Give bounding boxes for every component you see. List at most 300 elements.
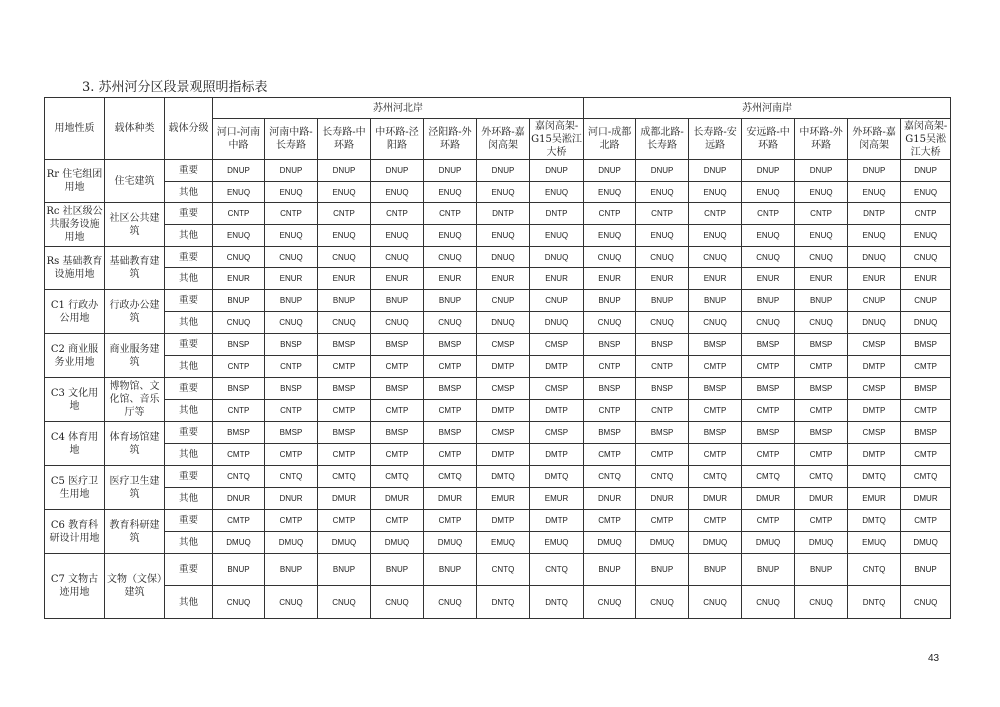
index-code-cell: CMTP (584, 444, 636, 466)
carrier-type-cell: 文物（文保）建筑 (105, 554, 165, 619)
index-code-cell: CNTP (636, 203, 689, 225)
index-code-cell: CMTP (795, 356, 848, 378)
carrier-level-cell: 其他 (165, 225, 213, 247)
index-code-cell: CNTP (213, 400, 265, 422)
index-code-cell: BMSP (424, 334, 477, 356)
index-code-cell: DNUP (742, 160, 795, 182)
index-code-cell: ENUR (265, 268, 318, 290)
index-code-cell: CNUQ (636, 586, 689, 619)
index-code-cell: CNTP (371, 203, 424, 225)
index-code-cell: ENUR (213, 268, 265, 290)
index-code-cell: BMSP (901, 422, 951, 444)
index-code-cell: CNUQ (742, 247, 795, 268)
index-code-cell: DMTP (848, 400, 901, 422)
index-code-cell: DMUQ (371, 532, 424, 554)
index-code-cell: CMTP (636, 444, 689, 466)
index-code-cell: CMTP (424, 400, 477, 422)
table-row (45, 532, 951, 554)
index-code-cell: CNTP (584, 400, 636, 422)
header-north-bank: 苏州河北岸 (213, 98, 584, 119)
table-row (45, 444, 951, 466)
index-code-cell: DMUR (689, 488, 742, 510)
index-code-cell: DNUP (530, 160, 584, 182)
index-code-cell: CMSP (477, 378, 530, 400)
index-code-cell: BMSP (318, 378, 371, 400)
north-segment-header: 河口-河南中路 (213, 119, 265, 160)
index-code-cell: BNUP (689, 554, 742, 586)
index-code-cell: ENUQ (584, 225, 636, 247)
index-code-cell: CNTQ (636, 466, 689, 488)
index-code-cell: CNUQ (265, 586, 318, 619)
index-code-cell: BNSP (265, 378, 318, 400)
index-code-cell: CMTP (424, 356, 477, 378)
carrier-type-cell: 基础教育建筑 (105, 247, 165, 290)
land-use-cell: C7 文物古迹用地 (45, 554, 105, 619)
index-code-cell: CNUQ (584, 312, 636, 334)
index-code-cell: DMTP (477, 510, 530, 532)
north-segment-header: 长寿路-中环路 (318, 119, 371, 160)
index-code-cell: DMTP (530, 444, 584, 466)
index-code-cell: DNTP (530, 203, 584, 225)
index-code-cell: CNTP (636, 356, 689, 378)
table-row (45, 586, 951, 619)
index-code-cell: BNSP (584, 334, 636, 356)
index-code-cell: CMTP (901, 444, 951, 466)
index-code-cell: ENUQ (636, 182, 689, 203)
index-code-cell: BNUP (742, 554, 795, 586)
index-code-cell: CNTP (265, 356, 318, 378)
index-code-cell: EMUQ (530, 532, 584, 554)
index-code-cell: BMSP (742, 422, 795, 444)
carrier-type-cell: 商业服务建筑 (105, 334, 165, 378)
index-code-cell: ENUQ (213, 182, 265, 203)
index-code-cell: CNUQ (901, 247, 951, 268)
south-segment-header: 安远路-中环路 (742, 119, 795, 160)
index-code-cell: BNSP (213, 378, 265, 400)
index-code-cell: BNSP (636, 378, 689, 400)
index-code-cell: ENUQ (901, 182, 951, 203)
index-code-cell: BNUP (318, 290, 371, 312)
index-code-cell: CMTP (318, 356, 371, 378)
index-code-cell: CNTP (584, 356, 636, 378)
land-use-cell: Rr 住宅组团用地 (45, 160, 105, 203)
table-row (45, 554, 951, 586)
carrier-level-cell: 重要 (165, 554, 213, 586)
index-code-cell: DMTP (530, 356, 584, 378)
index-code-cell: BMSP (795, 378, 848, 400)
index-code-cell: CNUQ (795, 312, 848, 334)
carrier-type-cell: 体育场馆建筑 (105, 422, 165, 466)
index-code-cell: CNTP (318, 203, 371, 225)
index-code-cell: DMUQ (213, 532, 265, 554)
table-row (45, 290, 951, 312)
index-code-cell: DNUQ (477, 312, 530, 334)
index-code-cell: CMTP (742, 510, 795, 532)
index-code-cell: ENUQ (636, 225, 689, 247)
index-code-cell: CNTP (213, 203, 265, 225)
table-row (45, 400, 951, 422)
table-row (45, 268, 951, 290)
index-code-cell: BNSP (584, 378, 636, 400)
index-code-cell: ENUQ (477, 225, 530, 247)
index-code-cell: EMUR (848, 488, 901, 510)
index-code-cell: DNUR (584, 488, 636, 510)
index-code-cell: BNUP (371, 554, 424, 586)
table-row (45, 356, 951, 378)
index-code-cell: CNTQ (584, 466, 636, 488)
index-code-cell: CMTP (371, 510, 424, 532)
index-code-cell: BNUP (265, 554, 318, 586)
index-code-cell: BMSP (584, 422, 636, 444)
index-code-cell: DMUR (795, 488, 848, 510)
index-code-cell: BMSP (371, 422, 424, 444)
index-code-cell: DMUQ (742, 532, 795, 554)
index-code-cell: CNTQ (265, 466, 318, 488)
index-code-cell: ENUQ (901, 225, 951, 247)
index-code-cell: CNUQ (318, 586, 371, 619)
index-code-cell: CMTP (742, 400, 795, 422)
index-code-cell: CMTP (901, 510, 951, 532)
index-code-cell: DNUP (477, 160, 530, 182)
index-code-cell: DMTQ (477, 466, 530, 488)
index-code-cell: CNUQ (742, 586, 795, 619)
index-code-cell: BMSP (742, 334, 795, 356)
index-code-cell: DMUQ (265, 532, 318, 554)
index-code-cell: DNUQ (477, 247, 530, 268)
index-code-cell: ENUQ (318, 225, 371, 247)
index-code-cell: CMTP (318, 510, 371, 532)
index-code-cell: ENUR (424, 268, 477, 290)
index-code-cell: DNUR (213, 488, 265, 510)
index-code-cell: BMSP (636, 422, 689, 444)
index-code-cell: CNUQ (795, 247, 848, 268)
table-row (45, 160, 951, 182)
header-land-use: 用地性质 (45, 98, 105, 160)
index-code-cell: DMTP (530, 510, 584, 532)
index-code-cell: BMSP (689, 422, 742, 444)
index-code-cell: ENUR (795, 268, 848, 290)
carrier-type-cell: 行政办公建筑 (105, 290, 165, 334)
index-code-cell: CMTP (795, 400, 848, 422)
index-code-cell: CMTP (689, 356, 742, 378)
land-use-cell: Rs 基础教育设施用地 (45, 247, 105, 290)
index-code-cell: ENUR (318, 268, 371, 290)
index-code-cell: DMUR (371, 488, 424, 510)
index-code-cell: CMTP (901, 356, 951, 378)
index-code-cell: CNTP (689, 203, 742, 225)
index-code-cell: DNUP (795, 160, 848, 182)
index-code-cell: EMUR (530, 488, 584, 510)
carrier-level-cell: 其他 (165, 400, 213, 422)
index-code-cell: CNUQ (424, 312, 477, 334)
index-code-cell: DNUP (371, 160, 424, 182)
carrier-level-cell: 其他 (165, 586, 213, 619)
land-use-cell: C3 文化用地 (45, 378, 105, 422)
index-code-cell: DNUQ (848, 312, 901, 334)
index-code-cell: ENUQ (530, 225, 584, 247)
index-code-cell: CMTQ (371, 466, 424, 488)
index-code-cell: BNUP (795, 554, 848, 586)
index-code-cell: CMTP (213, 444, 265, 466)
index-code-cell: BMSP (689, 334, 742, 356)
index-code-cell: DNTQ (477, 586, 530, 619)
index-code-cell: DMUQ (689, 532, 742, 554)
carrier-level-cell: 重要 (165, 422, 213, 444)
index-code-cell: BNUP (636, 554, 689, 586)
index-code-cell: ENUQ (795, 225, 848, 247)
index-code-cell: BNUP (213, 554, 265, 586)
table-row (45, 182, 951, 203)
carrier-level-cell: 重要 (165, 160, 213, 182)
page-number: 43 (928, 653, 940, 664)
index-code-cell: CNUQ (636, 247, 689, 268)
index-code-cell: ENUQ (848, 225, 901, 247)
header-south-bank: 苏州河南岸 (584, 98, 951, 119)
index-code-cell: CMTQ (424, 466, 477, 488)
index-code-cell: EMUQ (477, 532, 530, 554)
index-code-cell: ENUQ (424, 182, 477, 203)
carrier-level-cell: 其他 (165, 532, 213, 554)
index-code-cell: DMUR (901, 488, 951, 510)
index-code-cell: CNUP (530, 290, 584, 312)
north-segment-header: 河南中路-长寿路 (265, 119, 318, 160)
index-code-cell: CMTQ (742, 466, 795, 488)
lighting-index-table (44, 97, 951, 619)
index-code-cell: ENUQ (477, 182, 530, 203)
index-code-cell: DNUP (318, 160, 371, 182)
index-code-cell: CNUQ (213, 247, 265, 268)
index-code-cell: BMSP (742, 378, 795, 400)
index-code-cell: DMTP (530, 400, 584, 422)
land-use-cell: C1 行政办公用地 (45, 290, 105, 334)
south-segment-header: 河口-成都北路 (584, 119, 636, 160)
index-code-cell: ENUQ (689, 225, 742, 247)
index-code-cell: ENUQ (371, 225, 424, 247)
carrier-level-cell: 重要 (165, 378, 213, 400)
index-code-cell: BNUP (689, 290, 742, 312)
south-segment-header: 长寿路-安远路 (689, 119, 742, 160)
carrier-level-cell: 其他 (165, 182, 213, 203)
index-code-cell: ENUQ (795, 182, 848, 203)
index-code-cell: DNUP (584, 160, 636, 182)
carrier-type-cell: 教育科研建筑 (105, 510, 165, 554)
index-code-cell: CNUQ (584, 247, 636, 268)
index-code-cell: CMSP (530, 422, 584, 444)
index-code-cell: DNTQ (848, 586, 901, 619)
index-code-cell: BMSP (318, 334, 371, 356)
index-code-cell: CMTP (371, 400, 424, 422)
index-code-cell: DNUQ (530, 312, 584, 334)
index-code-cell: DMUQ (584, 532, 636, 554)
index-code-cell: DNUP (848, 160, 901, 182)
carrier-level-cell: 重要 (165, 290, 213, 312)
index-code-cell: CMSP (848, 422, 901, 444)
index-code-cell: EMUQ (848, 532, 901, 554)
index-code-cell: BMSP (795, 334, 848, 356)
index-code-cell: CMTP (424, 444, 477, 466)
index-code-cell: BNUP (213, 290, 265, 312)
index-code-cell: CNUQ (371, 586, 424, 619)
index-code-cell: DMUR (742, 488, 795, 510)
index-code-cell: DMUR (424, 488, 477, 510)
table-row (45, 334, 951, 356)
index-code-cell: DMUQ (318, 532, 371, 554)
index-code-cell: DMTP (477, 400, 530, 422)
index-code-cell: CMTP (213, 510, 265, 532)
carrier-level-cell: 其他 (165, 488, 213, 510)
index-code-cell: ENUQ (424, 225, 477, 247)
index-code-cell: CNTQ (213, 466, 265, 488)
index-code-cell: CNUQ (371, 312, 424, 334)
index-code-cell: CNUQ (742, 312, 795, 334)
index-code-cell: ENUQ (265, 225, 318, 247)
index-code-cell: DNUR (265, 488, 318, 510)
index-code-cell: BMSP (901, 378, 951, 400)
index-code-cell: CNUQ (689, 312, 742, 334)
index-code-cell: CMTP (795, 444, 848, 466)
index-code-cell: CNUQ (795, 586, 848, 619)
index-code-cell: CNTP (901, 203, 951, 225)
index-code-cell: DNUQ (530, 247, 584, 268)
index-code-cell: BMSP (424, 378, 477, 400)
index-code-cell: ENUQ (584, 182, 636, 203)
index-code-cell: CNTP (424, 203, 477, 225)
index-code-cell: ENUR (477, 268, 530, 290)
index-code-cell: CMSP (477, 422, 530, 444)
index-code-cell: DNUP (689, 160, 742, 182)
carrier-level-cell: 重要 (165, 510, 213, 532)
index-code-cell: DNUQ (901, 312, 951, 334)
index-code-cell: CNTP (265, 400, 318, 422)
index-code-cell: CMSP (848, 378, 901, 400)
index-code-cell: DMTP (477, 356, 530, 378)
index-code-cell: CNTQ (848, 554, 901, 586)
land-use-cell: C4 体育用地 (45, 422, 105, 466)
table-row (45, 203, 951, 225)
north-segment-header: 外环路-嘉闵高架 (477, 119, 530, 160)
north-segment-header: 泾阳路-外环路 (424, 119, 477, 160)
index-code-cell: CNTP (636, 400, 689, 422)
table-row (45, 378, 951, 400)
carrier-level-cell: 其他 (165, 356, 213, 378)
index-code-cell: CMTP (371, 356, 424, 378)
index-code-cell: CMTP (689, 400, 742, 422)
carrier-level-cell: 其他 (165, 444, 213, 466)
south-segment-header: 中环路-外环路 (795, 119, 848, 160)
index-code-cell: DMTQ (530, 466, 584, 488)
index-code-cell: BMSP (795, 422, 848, 444)
index-code-cell: DMTP (477, 444, 530, 466)
index-code-cell: CNUP (477, 290, 530, 312)
index-code-cell: CNUP (848, 290, 901, 312)
index-code-cell: DMTQ (848, 466, 901, 488)
index-code-cell: CMSP (530, 334, 584, 356)
index-code-cell: CMTP (265, 444, 318, 466)
index-code-cell: CNUQ (213, 586, 265, 619)
table-row (45, 422, 951, 444)
index-code-cell: BNUP (371, 290, 424, 312)
index-code-cell: BNUP (265, 290, 318, 312)
index-code-cell: CMSP (477, 334, 530, 356)
index-code-cell: DMTP (848, 356, 901, 378)
index-code-cell: ENUR (901, 268, 951, 290)
index-code-cell: ENUQ (318, 182, 371, 203)
index-code-cell: BMSP (213, 422, 265, 444)
table-row (45, 466, 951, 488)
index-code-cell: CNUQ (318, 312, 371, 334)
index-code-cell: ENUR (530, 268, 584, 290)
header-carrier-type: 载体种类 (105, 98, 165, 160)
index-code-cell: CMTP (689, 510, 742, 532)
index-code-cell: DNTP (848, 203, 901, 225)
index-code-cell: DNUP (901, 160, 951, 182)
index-code-cell: CMTQ (795, 466, 848, 488)
land-use-cell: Rc 社区级公共服务设施用地 (45, 203, 105, 247)
index-code-cell: ENUQ (742, 225, 795, 247)
land-use-cell: C5 医疗卫生用地 (45, 466, 105, 510)
land-use-cell: C2 商业服务业用地 (45, 334, 105, 378)
index-code-cell: CNUQ (424, 586, 477, 619)
index-code-cell: DMUQ (636, 532, 689, 554)
index-code-cell: CNUQ (689, 586, 742, 619)
index-code-cell: DNTQ (530, 586, 584, 619)
index-code-cell: DMUR (318, 488, 371, 510)
index-code-cell: CMTP (742, 356, 795, 378)
index-code-cell: ENUR (584, 268, 636, 290)
index-code-cell: DMTQ (848, 510, 901, 532)
table-row (45, 312, 951, 334)
index-code-cell: ENUR (848, 268, 901, 290)
index-code-cell: ENUQ (213, 225, 265, 247)
index-code-cell: CNTQ (477, 554, 530, 586)
index-code-cell: ENUR (689, 268, 742, 290)
index-code-cell: DNUP (265, 160, 318, 182)
index-code-cell: BMSP (371, 334, 424, 356)
index-code-cell: CMTP (318, 400, 371, 422)
carrier-type-cell: 住宅建筑 (105, 160, 165, 203)
index-code-cell: CMSP (530, 378, 584, 400)
index-code-cell: CNTP (742, 203, 795, 225)
index-code-cell: CNUQ (584, 586, 636, 619)
south-segment-header: 成都北路-长寿路 (636, 119, 689, 160)
index-code-cell: ENUR (371, 268, 424, 290)
index-code-cell: DMUQ (901, 532, 951, 554)
carrier-type-cell: 社区公共建筑 (105, 203, 165, 247)
index-code-cell: DNUQ (848, 247, 901, 268)
index-code-cell: BNUP (318, 554, 371, 586)
north-segment-header: 中环路-泾阳路 (371, 119, 424, 160)
index-code-cell: ENUQ (530, 182, 584, 203)
index-code-cell: CMSP (848, 334, 901, 356)
index-code-cell: CNUQ (424, 247, 477, 268)
index-code-cell: BNUP (584, 290, 636, 312)
index-code-cell: CMTP (901, 400, 951, 422)
header-carrier-level: 载体分级 (165, 98, 213, 160)
index-code-cell: BNSP (265, 334, 318, 356)
table-row (45, 225, 951, 247)
index-code-cell: ENUQ (689, 182, 742, 203)
index-code-cell: ENUQ (848, 182, 901, 203)
land-use-cell: C6 教育科研设计用地 (45, 510, 105, 554)
index-code-cell: BMSP (424, 422, 477, 444)
index-code-cell: CMTP (424, 510, 477, 532)
index-code-cell: BNUP (424, 290, 477, 312)
index-code-cell: BNUP (424, 554, 477, 586)
index-code-cell: CMTP (636, 510, 689, 532)
index-code-cell: CNUQ (371, 247, 424, 268)
index-code-cell: BNSP (636, 334, 689, 356)
carrier-level-cell: 其他 (165, 268, 213, 290)
